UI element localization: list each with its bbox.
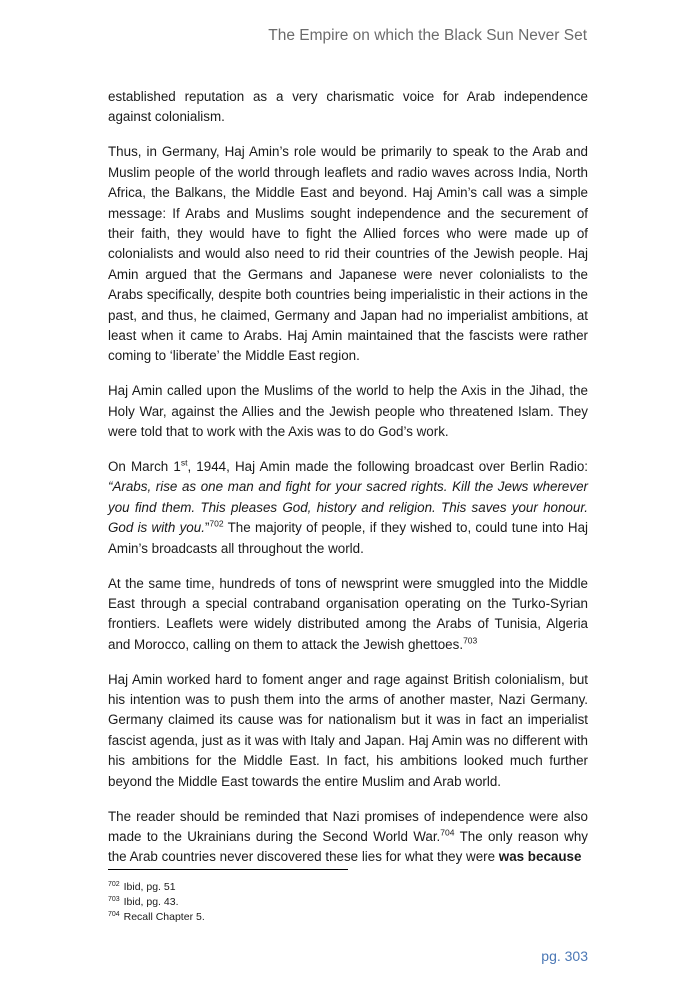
paragraph	[108, 457, 588, 559]
footnotes	[108, 880, 205, 925]
footnote-ref: 702	[209, 518, 224, 529]
footnote-divider	[108, 869, 348, 870]
paragraph: established reputation as a very charismatic voice for Arab independence against colonialism.	[108, 89, 588, 125]
ordinal-superscript: st	[180, 457, 188, 468]
text-run: The only reason why the Arab countries never discovered these lies for what they were	[108, 829, 588, 865]
text-run: The majority of people, if they wished to, could tune into Haj Amin’s broadcasts all throughout the world.	[108, 520, 589, 556]
footnote-number: 703	[108, 895, 120, 903]
footnote-text: Recall Chapter 5.	[123, 911, 205, 923]
footnote	[108, 910, 205, 925]
paragraph: Haj Amin worked hard to foment anger and rage against British colonialism, but his intention was to push them into the arms of another master, Nazi Germany. Germany claimed its cause was for nationalism but it was in fact an imperialist fascist agenda, just as it was with Italy and Japan. Haj Amin was no different with his ambitions for the Middle East. In fact, his ambitions looked much further beyond the Middle East towards the entire Muslim and Arab world.	[108, 671, 588, 789]
footnote-ref: 704	[440, 827, 455, 838]
text-run: The reader should be reminded that Nazi promises of independence were also made to the Ukrainians during the Second World War.	[108, 808, 588, 844]
footnote	[108, 880, 205, 895]
text-run: At the same time, hundreds of tons of newsprint were smuggled into the Middle East through a special contraband organisation operating on the Turko-Syrian frontiers. Leaflets were widely distributed among the Arabs of Tunisia, Algeria and Morocco, calling on them to attack the Jewish ghettoes.	[108, 575, 588, 652]
paragraph: Thus, in Germany, Haj Amin’s role would be primarily to speak to the Arab and Muslim people of the world through leaflets and radio waves across India, North Africa, the Balkans, the Middle East and beyond. Haj Amin’s call was a simple message: If Arabs and Muslims sought independence and the securement of their faith, they would have to fight the Allied forces who were made up of colonialists and would also need to rid their countries of the Jewish people. Haj Amin argued that the Germans and Japanese were never colonialists to the Arabs specifically, despite both countries being imperialistic in their actions in the past, and thus, he claimed, Germany and Japan had no imperialist ambitions, at least when it came to Arabs. Haj Amin maintained that the fascists were rather coming to ‘liberate’ the Middle East region.	[108, 144, 588, 364]
text-run: ”	[204, 520, 210, 536]
footnote-text: Ibid, pg. 43.	[123, 896, 179, 908]
running-header: The Empire on which the Black Sun Never Set	[268, 27, 587, 44]
text-run: On March 1	[108, 459, 181, 474]
text-run: , 1944, Haj Amin made the following broadcast over Berlin Radio:	[187, 459, 588, 474]
page-number: pg. 303	[541, 948, 588, 964]
body-text	[108, 87, 588, 882]
footnote-ref: 703	[463, 635, 478, 646]
broadcast-quote: “Arabs, rise as one man and fight for your sacred rights. Kill the Jews wherever you find them. This pleases God, history and religion. This saves your honour. God is with you.	[108, 479, 588, 536]
footnote-number: 702	[108, 880, 120, 888]
footnote	[108, 895, 205, 910]
footnote-text: Ibid, pg. 51	[123, 881, 176, 893]
paragraph	[108, 574, 588, 656]
paragraph	[108, 807, 588, 868]
bold-text: was because	[498, 849, 582, 865]
paragraph: Haj Amin called upon the Muslims of the world to help the Axis in the Jihad, the Holy War, against the Allies and the Jewish people who threatened Islam. They were told that to work with the Axis was to do God’s work.	[108, 383, 588, 440]
footnote-number: 704	[108, 910, 120, 918]
